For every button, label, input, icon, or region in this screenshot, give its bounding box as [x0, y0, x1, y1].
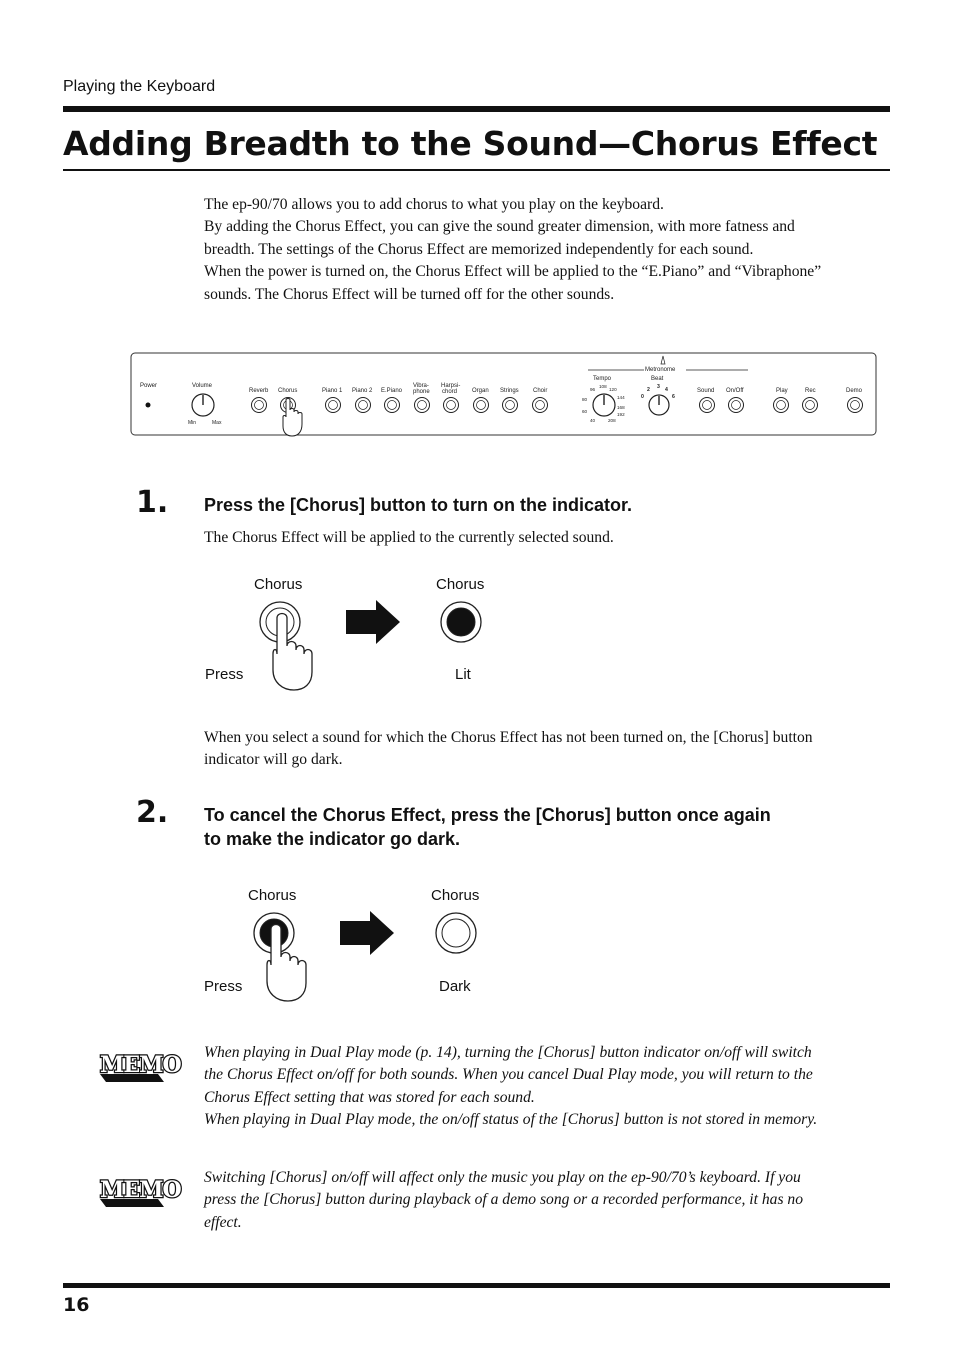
lit-indicator	[447, 608, 475, 636]
memo-badge: MEMO	[100, 1052, 181, 1078]
piano1-label: Piano 1	[322, 388, 343, 394]
tempo-mark: 144	[617, 395, 625, 400]
onoff-label: On/Off	[726, 388, 744, 394]
memo-paragraph: When playing in Dual Play mode (p. 14), turning the [Chorus] button indicator on/off will switch the Chorus Effect on/off for both sounds. When you cancel Dual Play mode, you will return to the Chorus Effect setting that was stored for each sound.	[204, 1044, 813, 1106]
step-after-text: When you select a sound for which the Chorus Effect has not been turned on, the [Chorus] button indicator will go dark.	[204, 729, 813, 769]
sound-button	[700, 398, 715, 413]
arrow-icon	[346, 600, 400, 644]
page-number: 16	[63, 1294, 90, 1316]
step2-diagram	[245, 907, 495, 1002]
choir-label: Choir	[533, 388, 548, 394]
step-number: 2.	[136, 795, 169, 830]
memo-paragraph: When playing in Dual Play mode, the on/off status of the [Chorus] button is not stored in memory.	[204, 1111, 818, 1129]
header-rule	[63, 106, 890, 112]
sound-label: Sound	[697, 388, 715, 394]
piano2-label: Piano 2	[352, 388, 373, 394]
section-header: Playing the Keyboard	[63, 78, 216, 95]
tempo-mark: 120	[609, 387, 617, 392]
footer-rule	[63, 1283, 890, 1288]
memo-icon	[98, 1048, 181, 1084]
page-title: Adding Breadth to the Sound—Chorus Effect	[63, 124, 878, 163]
beat-mark: 4	[665, 387, 668, 393]
beat-mark: 6	[672, 394, 675, 400]
epiano-label: E.Piano	[381, 388, 403, 394]
tempo-mark: 208	[608, 418, 616, 423]
title-rule	[63, 169, 890, 171]
beat-mark: 3	[657, 384, 660, 390]
step-instruction-line: to make the indicator go dark.	[204, 829, 461, 849]
step-note: The Chorus Effect will be applied to the currently selected sound.	[204, 529, 614, 546]
step1-diagram	[250, 596, 500, 691]
tempo-mark: 60	[582, 409, 588, 414]
tempo-mark: 40	[590, 418, 596, 423]
piano2-button	[356, 398, 371, 413]
power-label: Power	[140, 383, 158, 389]
diagram-right-label: Chorus	[436, 576, 485, 593]
reverb-label: Reverb	[249, 388, 269, 394]
panel-frame	[131, 353, 876, 435]
harpsichord-label-1: Harpsi-	[441, 383, 461, 389]
diagram-left-label: Chorus	[248, 887, 297, 904]
rec-button	[803, 398, 818, 413]
intro-paragraph: The ep-90/70 allows you to add chorus to what you play on the keyboard.	[204, 196, 664, 213]
memo-text	[204, 1042, 824, 1132]
vibraphone-label-1: Vibra-	[413, 383, 429, 389]
volume-max-label: Max	[212, 420, 222, 426]
volume-min-label: Min	[188, 420, 197, 426]
organ-button	[474, 398, 489, 413]
memo-badge: MEMO	[100, 1177, 181, 1203]
step-number: 1.	[136, 485, 169, 520]
demo-button	[848, 398, 863, 413]
strings-label: Strings	[500, 388, 519, 394]
choir-button	[533, 398, 548, 413]
step-instruction: Press the [Chorus] button to turn on the indicator.	[204, 495, 632, 515]
power-indicator	[146, 403, 151, 408]
vibraphone-button	[415, 398, 430, 413]
diagram-action-label: Press	[204, 978, 243, 995]
beat-mark: 2	[647, 387, 650, 393]
intro-paragraph: When the power is turned on, the Chorus Effect will be applied to the “E.Piano” and “Vibraphone” sounds. The Chorus Effect will be turned off for the other sounds.	[204, 263, 822, 303]
beat-label: Beat	[651, 376, 664, 382]
memo-text	[204, 1167, 824, 1234]
play-button	[774, 398, 789, 413]
diagram-result-label: Lit	[455, 666, 471, 683]
memo-paragraph: Switching [Chorus] on/off will affect only the music you play on the ep-90/70’s keyboard. If you press the [Chorus] button during playback of a demo song or a recorded performance, it has no effect.	[204, 1169, 804, 1231]
intro-text	[204, 194, 834, 306]
play-label: Play	[776, 388, 788, 394]
tempo-mark: 96	[590, 387, 596, 392]
step-instruction	[204, 803, 771, 851]
arrow-icon	[340, 911, 394, 955]
onoff-button	[729, 398, 744, 413]
organ-label: Organ	[472, 388, 489, 394]
vibraphone-label-2: phone	[413, 389, 430, 395]
diagram-action-label: Press	[205, 666, 244, 683]
tempo-mark: 80	[582, 397, 588, 402]
tempo-label: Tempo	[593, 376, 612, 382]
diagram-left-label: Chorus	[254, 576, 303, 593]
step-instruction-line: To cancel the Chorus Effect, press the [Chorus] button once again	[204, 805, 771, 825]
tempo-mark: 108	[599, 384, 607, 389]
chorus-label: Chorus	[278, 388, 298, 394]
strings-button	[503, 398, 518, 413]
tempo-mark: 192	[617, 412, 625, 417]
beat-mark: 0	[641, 394, 644, 400]
harpsichord-label-2: chord	[442, 389, 458, 395]
control-panel-illustration	[128, 350, 880, 440]
volume-label: Volume	[192, 383, 213, 389]
tempo-mark: 168	[617, 405, 625, 410]
memo-icon	[98, 1173, 181, 1209]
diagram-result-label: Dark	[439, 978, 471, 995]
reverb-button	[252, 398, 267, 413]
metronome-label: Metronome	[645, 367, 676, 373]
demo-label: Demo	[846, 388, 863, 394]
intro-paragraph: By adding the Chorus Effect, you can give the sound greater dimension, with more fatness and breadth. The settings of the Chorus Effect are memorized independently for each sound.	[204, 218, 795, 258]
diagram-right-label: Chorus	[431, 887, 480, 904]
harpsichord-button	[444, 398, 459, 413]
epiano-button	[385, 398, 400, 413]
piano1-button	[326, 398, 341, 413]
rec-label: Rec	[805, 388, 816, 394]
